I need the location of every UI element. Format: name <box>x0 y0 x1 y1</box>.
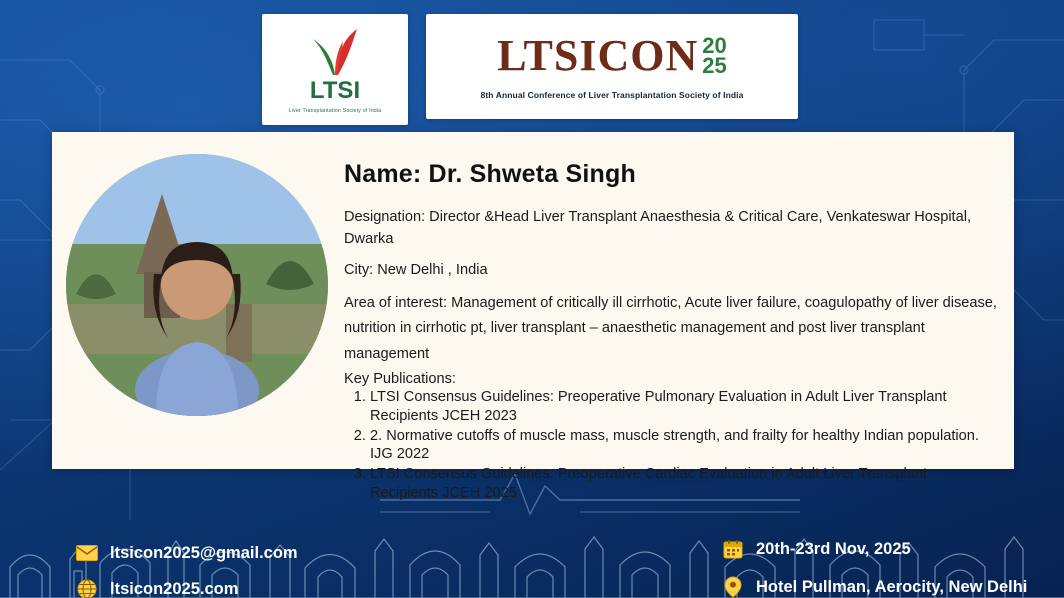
footer-website-text: ltsicon2025.com <box>110 579 239 598</box>
calendar-icon <box>722 538 744 560</box>
ltsicon-logo-title-wrap <box>497 30 727 80</box>
ltsi-logo-tagline: Liver Transplantation Society of India <box>288 108 382 114</box>
footer-venue-text: Hotel Pullman, Aerocity, New Delhi <box>756 577 1028 596</box>
footer-right-column <box>722 538 1027 598</box>
footer-email-row[interactable] <box>76 542 298 564</box>
ltsi-logo <box>262 14 408 125</box>
designation-text: Designation: Director &Head Liver Transplant Anaesthesia & Critical Care, Venkateswar Hospital, Dwarka <box>344 209 972 247</box>
ltsicon-logo-title: LTSICON <box>497 30 699 80</box>
publications-list <box>344 388 998 502</box>
area-of-interest-text: Area of interest: Management of critically ill cirrhotic, Acute liver failure, coagulopathy of liver disease, nutrition in cirrhotic pt, liver transplant – anaesthetic management and post liver transplant management <box>344 294 997 362</box>
footer-website-row[interactable] <box>76 578 298 598</box>
ltsicon-logo-year <box>702 32 727 78</box>
footer-left-column <box>76 542 298 598</box>
globe-icon <box>76 578 98 598</box>
footer-email-text: ltsicon2025@gmail.com <box>110 543 298 562</box>
logo-row <box>262 14 798 125</box>
footer-dates-text: 20th-23rd Nov, 2025 <box>756 539 911 558</box>
publications-heading: Key Publications: <box>344 371 456 388</box>
footer-venue-row <box>722 576 1027 598</box>
list-item: 2. 2. Normative cutoffs of muscle mass, muscle strength, and frailty for healthy Indian population. IJG 2022 <box>370 427 998 464</box>
location-pin-icon <box>722 576 744 598</box>
envelope-icon <box>76 542 98 564</box>
ltsicon-logo <box>426 14 798 119</box>
page-title: Name: Dr. Shweta Singh <box>344 160 636 188</box>
ltsicon-logo-year-top: 20 <box>702 32 727 58</box>
avatar <box>66 154 328 416</box>
ltsi-logo-text: LTSI <box>309 77 361 104</box>
ltsicon-logo-year-bottom: 25 <box>702 52 727 78</box>
ltsicon-logo-subtitle: 8th Annual Conference of Liver Transplantation Society of India <box>480 89 744 100</box>
speaker-info <box>344 152 998 503</box>
list-item: 3. LTSI Consensus Guidelines: Preoperative Cardiac Evaluation in Adult Liver Transplant Recipients JCEH 2025 <box>370 465 998 502</box>
list-item: 1. LTSI Consensus Guidelines: Preoperative Pulmonary Evaluation in Adult Liver Transplant Recipients JCEH 2023 <box>370 388 998 425</box>
footer-dates-row <box>722 538 1027 560</box>
leaf-icon <box>307 23 363 77</box>
city-text: City: New Delhi , India <box>344 261 488 278</box>
speaker-card <box>52 132 1014 501</box>
